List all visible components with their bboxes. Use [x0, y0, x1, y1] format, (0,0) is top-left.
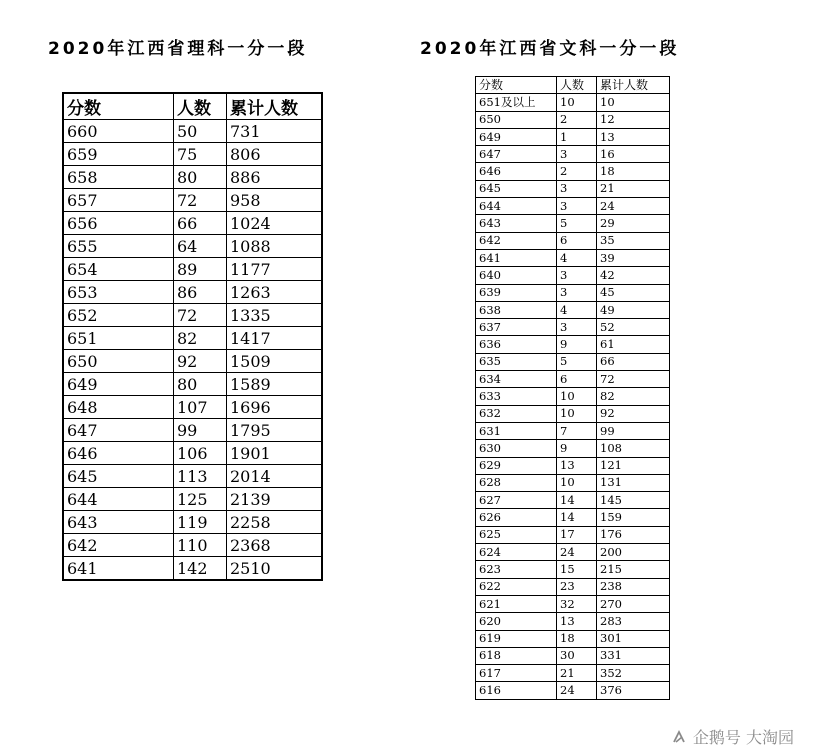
science-table-title: 2020年江西省理科一分一段 — [48, 39, 308, 59]
cell-cumulative: 42 — [597, 267, 670, 284]
cell-count: 17 — [557, 526, 597, 543]
cell-score: 617 — [476, 665, 557, 682]
cell-count: 6 — [557, 232, 597, 249]
table-row — [63, 419, 322, 442]
table-row — [476, 198, 670, 215]
table-row — [63, 281, 322, 304]
column-header-cumulative: 累计人数 — [227, 93, 323, 120]
cell-cumulative: 35 — [597, 232, 670, 249]
table-row — [476, 94, 670, 111]
table-row — [476, 561, 670, 578]
cell-cumulative: 10 — [597, 94, 670, 111]
table-row — [476, 336, 670, 353]
cell-count: 10 — [557, 405, 597, 422]
table-row — [476, 180, 670, 197]
cell-score: 643 — [63, 511, 174, 534]
cell-count: 72 — [174, 304, 227, 327]
cell-cumulative: 24 — [597, 198, 670, 215]
cell-cumulative: 52 — [597, 319, 670, 336]
cell-score: 642 — [476, 232, 557, 249]
table-row — [476, 353, 670, 370]
cell-cumulative: 331 — [597, 647, 670, 664]
table-row — [63, 396, 322, 419]
cell-cumulative: 16 — [597, 146, 670, 163]
penguin-logo-icon — [671, 729, 687, 745]
column-header-cumulative: 累计人数 — [597, 77, 670, 94]
table-row — [63, 350, 322, 373]
cell-score: 633 — [476, 388, 557, 405]
cell-cumulative: 1417 — [227, 327, 323, 350]
cell-score: 625 — [476, 526, 557, 543]
table-row — [476, 319, 670, 336]
cell-score: 643 — [476, 215, 557, 232]
cell-score: 659 — [63, 143, 174, 166]
cell-cumulative: 159 — [597, 509, 670, 526]
cell-score: 626 — [476, 509, 557, 526]
cell-score: 621 — [476, 595, 557, 612]
cell-cumulative: 200 — [597, 544, 670, 561]
cell-score: 634 — [476, 371, 557, 388]
cell-count: 72 — [174, 189, 227, 212]
cell-count: 92 — [174, 350, 227, 373]
table-row — [476, 682, 670, 699]
cell-count: 15 — [557, 561, 597, 578]
cell-count: 113 — [174, 465, 227, 488]
cell-count: 82 — [174, 327, 227, 350]
table-row — [476, 163, 670, 180]
cell-score: 636 — [476, 336, 557, 353]
table-row — [63, 327, 322, 350]
cell-cumulative: 49 — [597, 301, 670, 318]
cell-cumulative: 121 — [597, 457, 670, 474]
cell-count: 10 — [557, 388, 597, 405]
cell-cumulative: 145 — [597, 492, 670, 509]
cell-count: 13 — [557, 613, 597, 630]
cell-cumulative: 886 — [227, 166, 323, 189]
cell-cumulative: 1177 — [227, 258, 323, 281]
table-header-row — [63, 93, 322, 120]
cell-count: 6 — [557, 371, 597, 388]
table-row — [476, 232, 670, 249]
cell-cumulative: 2139 — [227, 488, 323, 511]
cell-count: 14 — [557, 492, 597, 509]
table-row — [63, 488, 322, 511]
table-row — [476, 422, 670, 439]
cell-count: 4 — [557, 301, 597, 318]
table-row — [476, 267, 670, 284]
liberal-arts-score-table — [475, 76, 670, 700]
table-row — [476, 544, 670, 561]
cell-count: 64 — [174, 235, 227, 258]
table-row — [476, 665, 670, 682]
cell-score: 644 — [63, 488, 174, 511]
cell-count: 5 — [557, 353, 597, 370]
cell-score: 630 — [476, 440, 557, 457]
cell-count: 7 — [557, 422, 597, 439]
cell-count: 75 — [174, 143, 227, 166]
cell-count: 89 — [174, 258, 227, 281]
column-header-count: 人数 — [557, 77, 597, 94]
table-row — [476, 249, 670, 266]
cell-score: 638 — [476, 301, 557, 318]
cell-count: 80 — [174, 166, 227, 189]
cell-count: 110 — [174, 534, 227, 557]
table-row — [476, 215, 670, 232]
cell-cumulative: 1589 — [227, 373, 323, 396]
cell-score: 641 — [63, 557, 174, 581]
table-row — [63, 235, 322, 258]
cell-cumulative: 45 — [597, 284, 670, 301]
table-row — [63, 304, 322, 327]
table-row — [476, 128, 670, 145]
cell-count: 3 — [557, 198, 597, 215]
cell-cumulative: 18 — [597, 163, 670, 180]
cell-count: 23 — [557, 578, 597, 595]
table-row — [63, 212, 322, 235]
cell-score: 645 — [63, 465, 174, 488]
cell-cumulative: 283 — [597, 613, 670, 630]
cell-score: 650 — [476, 111, 557, 128]
cell-count: 14 — [557, 509, 597, 526]
table-row — [476, 578, 670, 595]
cell-cumulative: 215 — [597, 561, 670, 578]
cell-score: 657 — [63, 189, 174, 212]
cell-count: 10 — [557, 474, 597, 491]
cell-count: 3 — [557, 319, 597, 336]
cell-cumulative: 376 — [597, 682, 670, 699]
table-row — [63, 534, 322, 557]
cell-cumulative: 13 — [597, 128, 670, 145]
cell-score: 650 — [63, 350, 174, 373]
cell-count: 30 — [557, 647, 597, 664]
cell-count: 80 — [174, 373, 227, 396]
cell-cumulative: 2368 — [227, 534, 323, 557]
table-row — [476, 111, 670, 128]
cell-cumulative: 352 — [597, 665, 670, 682]
table-row — [63, 442, 322, 465]
cell-score: 655 — [63, 235, 174, 258]
table-row — [476, 630, 670, 647]
table-row — [63, 258, 322, 281]
cell-cumulative: 1901 — [227, 442, 323, 465]
table-row — [63, 143, 322, 166]
cell-score: 642 — [63, 534, 174, 557]
cell-score: 658 — [63, 166, 174, 189]
table-row — [63, 189, 322, 212]
cell-count: 3 — [557, 180, 597, 197]
cell-cumulative: 92 — [597, 405, 670, 422]
table-row — [476, 595, 670, 612]
cell-count: 21 — [557, 665, 597, 682]
cell-score: 640 — [476, 267, 557, 284]
cell-cumulative: 131 — [597, 474, 670, 491]
cell-count: 3 — [557, 146, 597, 163]
cell-cumulative: 1509 — [227, 350, 323, 373]
cell-score: 649 — [476, 128, 557, 145]
table-row — [63, 373, 322, 396]
cell-count: 2 — [557, 163, 597, 180]
cell-score: 622 — [476, 578, 557, 595]
table-row — [476, 405, 670, 422]
cell-count: 4 — [557, 249, 597, 266]
cell-cumulative: 2510 — [227, 557, 323, 581]
cell-count: 24 — [557, 544, 597, 561]
table-row — [476, 388, 670, 405]
cell-cumulative: 1088 — [227, 235, 323, 258]
cell-score: 629 — [476, 457, 557, 474]
table-row — [63, 557, 322, 581]
cell-count: 10 — [557, 94, 597, 111]
cell-count: 18 — [557, 630, 597, 647]
cell-cumulative: 61 — [597, 336, 670, 353]
table-row — [476, 457, 670, 474]
cell-count: 1 — [557, 128, 597, 145]
cell-score: 616 — [476, 682, 557, 699]
column-header-score: 分数 — [476, 77, 557, 94]
cell-count: 107 — [174, 396, 227, 419]
cell-cumulative: 731 — [227, 120, 323, 143]
cell-count: 9 — [557, 336, 597, 353]
cell-count: 24 — [557, 682, 597, 699]
cell-cumulative: 82 — [597, 388, 670, 405]
table-row — [476, 526, 670, 543]
column-header-count: 人数 — [174, 93, 227, 120]
table-row — [476, 301, 670, 318]
liberal-arts-table-title: 2020年江西省文科一分一段 — [420, 39, 680, 59]
watermark — [671, 725, 794, 748]
cell-count: 5 — [557, 215, 597, 232]
table-row — [63, 120, 322, 143]
cell-cumulative: 2014 — [227, 465, 323, 488]
cell-count: 99 — [174, 419, 227, 442]
cell-count: 142 — [174, 557, 227, 581]
cell-cumulative: 1795 — [227, 419, 323, 442]
science-score-table — [62, 92, 323, 581]
table-header-row — [476, 77, 670, 94]
cell-cumulative: 806 — [227, 143, 323, 166]
table-row — [476, 284, 670, 301]
cell-cumulative: 66 — [597, 353, 670, 370]
cell-score: 623 — [476, 561, 557, 578]
cell-score: 653 — [63, 281, 174, 304]
cell-score: 627 — [476, 492, 557, 509]
cell-count: 66 — [174, 212, 227, 235]
cell-score: 647 — [476, 146, 557, 163]
table-row — [63, 465, 322, 488]
cell-score: 646 — [476, 163, 557, 180]
cell-cumulative: 21 — [597, 180, 670, 197]
cell-score: 644 — [476, 198, 557, 215]
cell-cumulative: 108 — [597, 440, 670, 457]
cell-score: 620 — [476, 613, 557, 630]
table-row — [476, 492, 670, 509]
cell-count: 106 — [174, 442, 227, 465]
cell-score: 631 — [476, 422, 557, 439]
cell-cumulative: 12 — [597, 111, 670, 128]
cell-score: 651及以上 — [476, 94, 557, 111]
cell-score: 619 — [476, 630, 557, 647]
cell-count: 13 — [557, 457, 597, 474]
table-row — [476, 371, 670, 388]
column-header-score: 分数 — [63, 93, 174, 120]
cell-score: 637 — [476, 319, 557, 336]
cell-score: 651 — [63, 327, 174, 350]
cell-count: 50 — [174, 120, 227, 143]
cell-count: 3 — [557, 267, 597, 284]
cell-cumulative: 1335 — [227, 304, 323, 327]
cell-count: 125 — [174, 488, 227, 511]
cell-score: 618 — [476, 647, 557, 664]
cell-cumulative: 29 — [597, 215, 670, 232]
cell-score: 660 — [63, 120, 174, 143]
cell-count: 9 — [557, 440, 597, 457]
cell-cumulative: 301 — [597, 630, 670, 647]
cell-score: 635 — [476, 353, 557, 370]
cell-cumulative: 238 — [597, 578, 670, 595]
cell-score: 648 — [63, 396, 174, 419]
cell-score: 645 — [476, 180, 557, 197]
cell-score: 641 — [476, 249, 557, 266]
cell-score: 647 — [63, 419, 174, 442]
cell-count: 3 — [557, 284, 597, 301]
cell-cumulative: 1696 — [227, 396, 323, 419]
cell-count: 2 — [557, 111, 597, 128]
cell-cumulative: 958 — [227, 189, 323, 212]
table-row — [63, 511, 322, 534]
table-row — [476, 146, 670, 163]
cell-cumulative: 1263 — [227, 281, 323, 304]
table-row — [476, 440, 670, 457]
table-row — [476, 647, 670, 664]
cell-cumulative: 1024 — [227, 212, 323, 235]
table-row — [476, 509, 670, 526]
cell-cumulative: 176 — [597, 526, 670, 543]
cell-score: 628 — [476, 474, 557, 491]
cell-cumulative: 270 — [597, 595, 670, 612]
cell-score: 624 — [476, 544, 557, 561]
table-row — [476, 474, 670, 491]
cell-score: 652 — [63, 304, 174, 327]
cell-score: 649 — [63, 373, 174, 396]
table-row — [476, 613, 670, 630]
table-row — [63, 166, 322, 189]
cell-score: 639 — [476, 284, 557, 301]
cell-cumulative: 72 — [597, 371, 670, 388]
cell-score: 632 — [476, 405, 557, 422]
cell-score: 656 — [63, 212, 174, 235]
watermark-text: 企鹅号 大淘园 — [692, 728, 794, 747]
cell-cumulative: 99 — [597, 422, 670, 439]
cell-cumulative: 2258 — [227, 511, 323, 534]
cell-score: 654 — [63, 258, 174, 281]
cell-cumulative: 39 — [597, 249, 670, 266]
cell-count: 119 — [174, 511, 227, 534]
cell-count: 32 — [557, 595, 597, 612]
cell-score: 646 — [63, 442, 174, 465]
cell-count: 86 — [174, 281, 227, 304]
